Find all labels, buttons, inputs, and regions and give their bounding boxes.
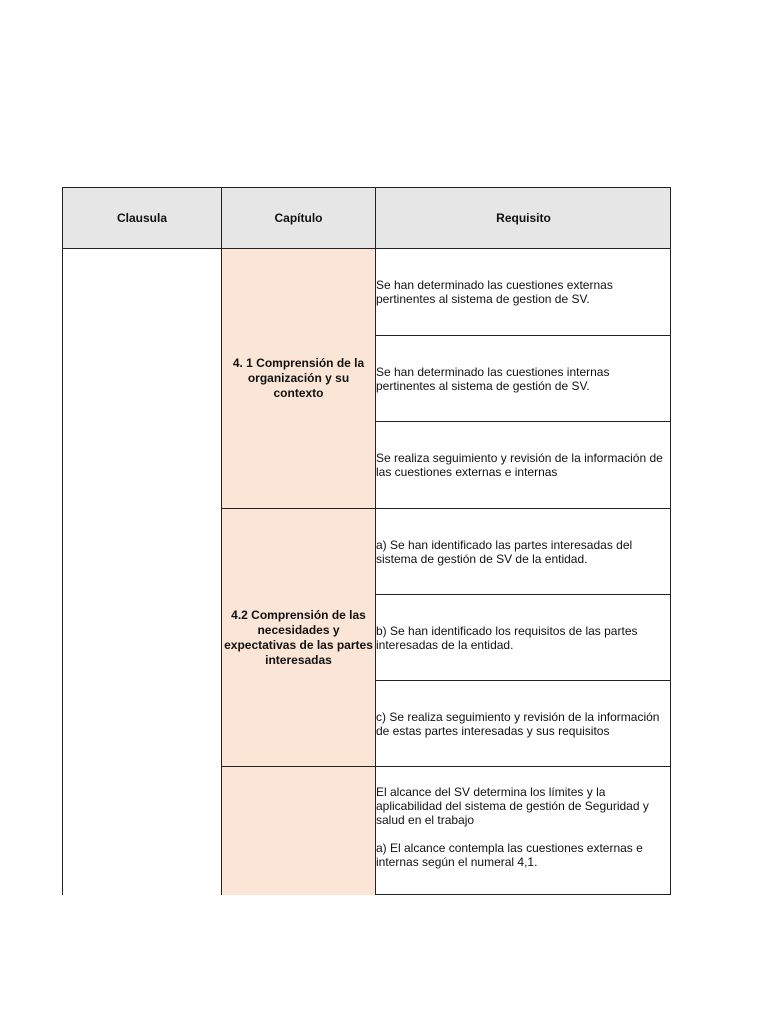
requirement-text: a) El alcance contempla las cuestiones externas e internas según el numeral 4,1. <box>376 841 643 869</box>
chapter-cell-4-1 <box>222 249 375 508</box>
requirement-cell <box>376 681 671 766</box>
table-border-right <box>670 187 671 895</box>
section-divider <box>222 508 671 509</box>
column-divider <box>375 187 376 895</box>
requirement-text: c) Se realiza seguimiento y revisión de la información de estas partes interesadas y sus requisitos <box>376 709 660 738</box>
row-divider <box>376 421 671 422</box>
header-capitulo: Capítulo <box>274 210 323 225</box>
requirement-text: a) Se han identificado las partes interesadas del sistema de gestión de SV de la entidad. <box>376 537 633 566</box>
requirement-cell <box>376 422 671 508</box>
header-divider <box>62 248 671 249</box>
requirement-cell <box>376 249 671 335</box>
requirement-cell <box>376 785 671 869</box>
chapter-cell-4-3 <box>222 767 375 895</box>
column-divider <box>221 187 222 895</box>
chapter-cell-4-2 <box>222 509 375 766</box>
row-divider <box>376 894 671 895</box>
requirements-table <box>62 187 671 895</box>
row-divider <box>376 594 671 595</box>
table-border-left <box>62 187 63 895</box>
requirement-text: El alcance del SV determina los límites y la aplicabilidad del sistema de gestión de Seguridad y salud en el trabajo <box>376 785 649 827</box>
requirement-text: Se realiza seguimiento y revisión de la información de las cuestiones externas e internas <box>376 451 663 479</box>
table-border-top <box>62 187 671 188</box>
header-requisito: Requisito <box>496 210 551 225</box>
row-divider <box>376 680 671 681</box>
section-divider <box>222 766 671 767</box>
requirement-cell <box>376 509 671 594</box>
requirement-text: Se han determinado las cuestiones internas pertinentes al sistema de gestión de SV. <box>376 364 610 393</box>
requirement-cell <box>376 336 671 421</box>
row-divider <box>376 335 671 336</box>
header-clausula: Clausula <box>116 210 167 225</box>
chapter-label: 4. 1 Comprensión de la organización y su contexto <box>232 356 365 400</box>
chapter-label: 4.2 Comprensión de las necesidades y expectativas de las partes interesadas <box>224 607 373 667</box>
requirement-text: Se han determinado las cuestiones externas pertinentes al sistema de gestion de SV. <box>376 278 613 306</box>
requirement-cell <box>376 595 671 680</box>
requirement-text: b) Se han identificado los requisitos de las partes interesadas de la entidad. <box>376 623 638 652</box>
